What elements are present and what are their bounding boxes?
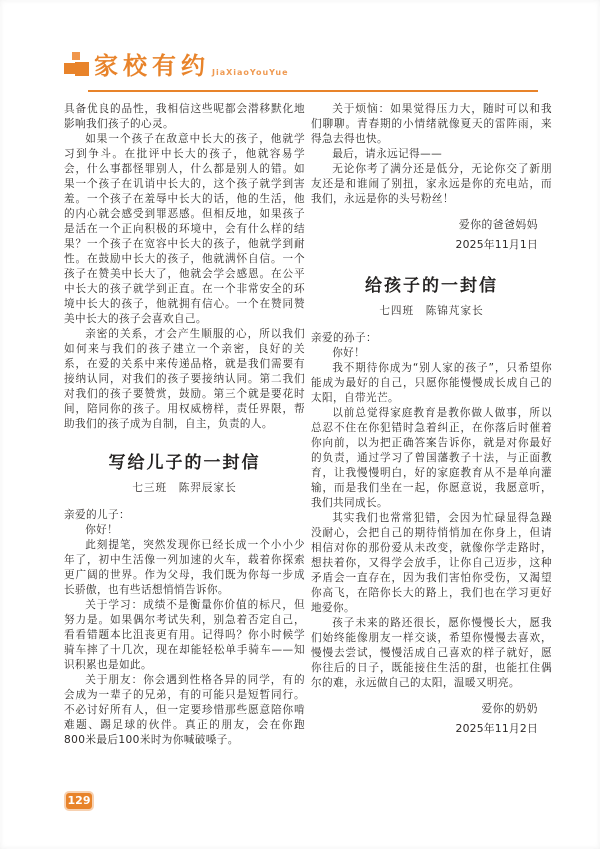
letter2-byline: 七四班 陈锦芃家长 [379, 305, 484, 317]
letter2-title: 给孩子的一封信 [365, 276, 498, 296]
letter1-signature-date: 2025年11月1日 [455, 238, 538, 251]
letter2-signature [311, 699, 552, 739]
intro-continuation-paragraph: 具备优良的品性，我相信这些呢都会潜移默化地影响我们孩子的心灵。 [64, 103, 305, 130]
letter1-paragraph: 关于学习：成绩不是衡量你价值的标尺，但努力是。如果偶尔考试失利，别急着否定自己，看看错题本比沮丧更有用。记得吗？你小时候学骑车摔了十几次，现在却能轻松单手骑车——知识积累也是如此。 [64, 599, 305, 671]
brand-logo-icon [64, 52, 90, 80]
letter1-greeting: 你好！ [85, 524, 119, 536]
letter2-paragraph: 其实我们也常常犯错，会因为忙碌显得急躁没耐心，会把自己的期待悄悄加在你身上，但请相信对你的那份爱从未改变，就像你学走路时，想扶着你，又得学会放手，让你自己迈步，这种矛盾会一直存在，因为我们害怕你受伤，又渴望你高飞，在陪你长大的路上，我们也在学习更好地爱你。 [311, 512, 552, 614]
header-rule [88, 90, 538, 92]
brand-title: 家校有约 [94, 52, 210, 80]
left-column [64, 102, 305, 748]
letter1-salutation: 亲爱的儿子： [64, 509, 130, 521]
letter1-paragraph-worry: 关于烦恼：如果觉得压力大，随时可以和我们聊聊。青春期的小情绪就像夏天的雷阵雨，来得急去得也快。 [311, 103, 552, 145]
right-column [311, 102, 552, 748]
letter1-paragraph: 关于朋友：你会遇到性格各异的同学，有的会成为一辈子的兄弟，有的可能只是短暂同行。不必讨好所有人，但一定要珍惜那些愿意陪你啃难题、踢足球的伙伴。真正的朋友，会在你跑800米最后100米时为你喊破嗓子。 [64, 674, 305, 746]
letter2-signature-date: 2025年11月2日 [455, 722, 538, 735]
page-body [64, 102, 552, 748]
letter2-paragraph: 我不期待你成为“别人家的孩子”，只希望你能成为最好的自己，只愿你能慢慢成长成自己的太阳，自带光芒。 [311, 362, 552, 404]
environment-paragraph: 如果一个孩子在敌意中长大的孩子，他就学习到争斗。在批评中长大的孩子，他就容易学会，什么事都怪罪别人，什么都是别人的错。如果一个孩子在讥诮中长大的，这个孩子就学到害羞。一个孩子在羞辱中长大的话，他的生活，他的内心就会感受到罪恶感。但相反地，如果孩子是活在一个正向积极的环境中，会有什么样的结果？一个孩子在宽容中长大的孩子，他就学到耐性。在鼓励中长大的孩子，他就满怀自信。一个孩子在赞美中长大了，他就会学会感恩。在公平中长大的孩子就学到正直。在一个非常安全的环境中长大的孩子，他就拥有信心。一个在赞同赞美中长大的孩子会喜欢自己。 [64, 133, 305, 325]
letter1-paragraph-fans: 无论你考了满分还是低分，无论你交了新朋友还是和谁闹了别扭，家永远是你的充电站，而我们，永远是你的头号粉丝！ [311, 163, 552, 205]
page-header [64, 52, 538, 88]
letter1-paragraph: 此刻提笔，突然发现你已经长成一个小小少年了，初中生活像一列加速的火车，载着你探索更广阔的世界。作为父母，我们既为你每一步成长骄傲，也有些话想悄悄告诉你。 [64, 539, 305, 596]
letter2-paragraph: 孩子未来的路还很长，愿你慢慢长大，愿我们始终能像朋友一样交谈，希望你慢慢去喜欢，慢慢去尝试，慢慢活成自己喜欢的样子就好，愿你往后的日子，既能接住生活的甜，也能扛住偶尔的难，永远做自己的太阳，温暖又明亮。 [311, 617, 552, 689]
page-number-badge: 129 [67, 794, 91, 807]
letter1-byline: 七三班 陈羿辰家长 [132, 482, 237, 494]
letter1-paragraph-finally: 最后，请永远记得—— [332, 148, 443, 160]
relationship-paragraph: 亲密的关系，才会产生顺服的心，所以我们如何来与我们的孩子建立一个亲密，良好的关系，在爱的关系中来传递品格，就是我们需要有接纳认同，对我们的孩子要接纳认同。第二我们对我们的孩子要赞赏，鼓励。第三个就是要花时间，陪同你的孩子。用权威榜样，责任界限，帮助我们的孩子成为自制，自主，负责的人。 [64, 328, 305, 430]
letter2-signature-name: 爱你的奶奶 [481, 702, 538, 715]
letter2-greeting: 你好！ [332, 347, 366, 359]
letter1-signature-name: 爱你的爸爸妈妈 [458, 218, 538, 231]
letter2-salutation: 亲爱的孙子： [311, 332, 377, 344]
brand-subtitle: JiaXiaoYouYue [212, 68, 289, 77]
letter2-paragraph: 以前总觉得家庭教育是教你做人做事，所以总忍不住在你犯错时急着纠正，在你落后时催着你向前，以为把正确答案告诉你，就是对你最好的负责，通过学习了曾国藩教子十法，与正面教育，让我慢慢明白，好的家庭教育从不是单向灌输，而是我们坐在一起，你愿意说，我愿意听，我们共同成长。 [311, 407, 552, 509]
letter1-title: 写给儿子的一封信 [108, 453, 261, 473]
letter1-signature [311, 215, 552, 255]
